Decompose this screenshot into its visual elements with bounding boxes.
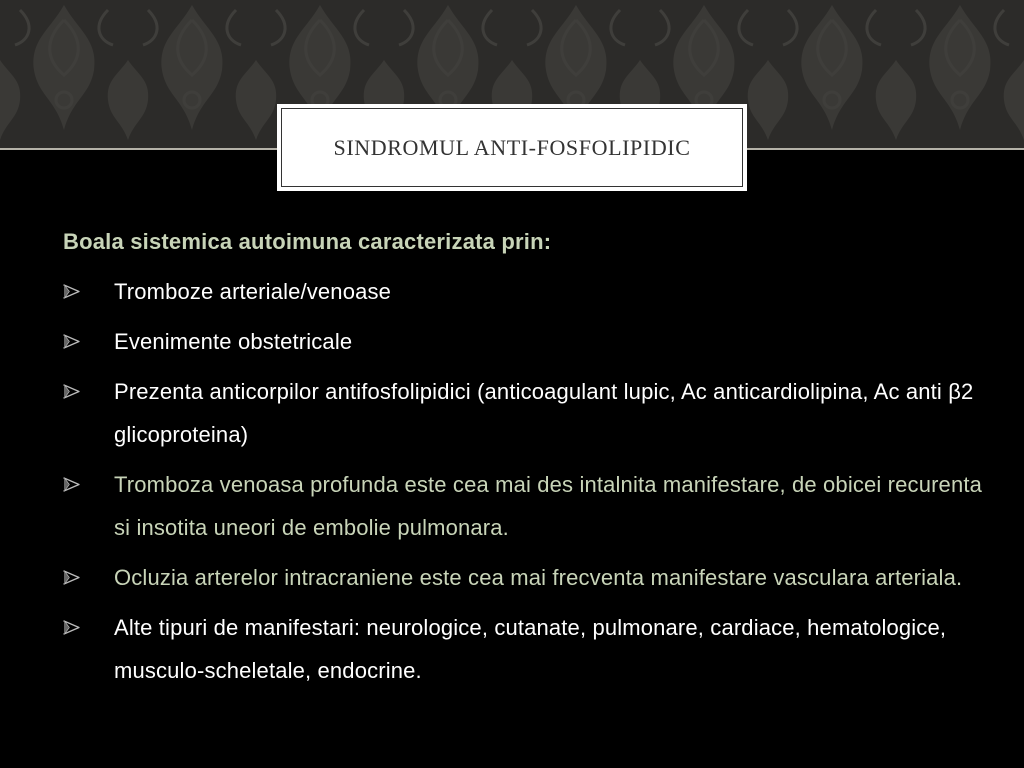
bullet-item <box>63 370 983 456</box>
title-box <box>277 104 747 191</box>
bullet-text: Evenimente obstetricale <box>114 329 353 354</box>
bullet-item <box>63 463 983 549</box>
bullet-item <box>63 556 983 599</box>
bullet-text: Alte tipuri de manifestari: neurologice, cutanate, pulmonare, cardiace, hematologice, musculo-scheletale, endocrine. <box>114 615 947 683</box>
arrow-bullet-icon <box>63 320 83 363</box>
bullet-item <box>63 606 983 692</box>
bullet-list <box>63 270 983 699</box>
bullet-text: Ocluzia arterelor intracraniene este cea mai frecventa manifestare vasculara arteriala. <box>114 565 963 590</box>
bullet-text: Tromboze arteriale/venoase <box>114 279 391 304</box>
arrow-bullet-icon <box>63 606 83 649</box>
arrow-bullet-icon <box>63 370 83 413</box>
title-frame <box>281 108 743 187</box>
lead-text: Boala sistemica autoimuna caracterizata prin: <box>63 229 552 254</box>
arrow-bullet-icon <box>63 270 83 313</box>
bullet-item <box>63 270 983 313</box>
bullet-text: Tromboza venoasa profunda este cea mai des intalnita manifestare, de obicei recurenta si insotita uneori de embolie pulmonara. <box>114 472 982 540</box>
slide-title: SINDROMUL ANTI-FOSFOLIPIDIC <box>333 134 691 160</box>
bullet-text: Prezenta anticorpilor antifosfolipidici (anticoagulant lupic, Ac anticardiolipina, Ac anti β2 glicoproteina) <box>114 379 974 447</box>
bullet-item <box>63 320 983 363</box>
arrow-bullet-icon <box>63 463 83 506</box>
arrow-bullet-icon <box>63 556 83 599</box>
